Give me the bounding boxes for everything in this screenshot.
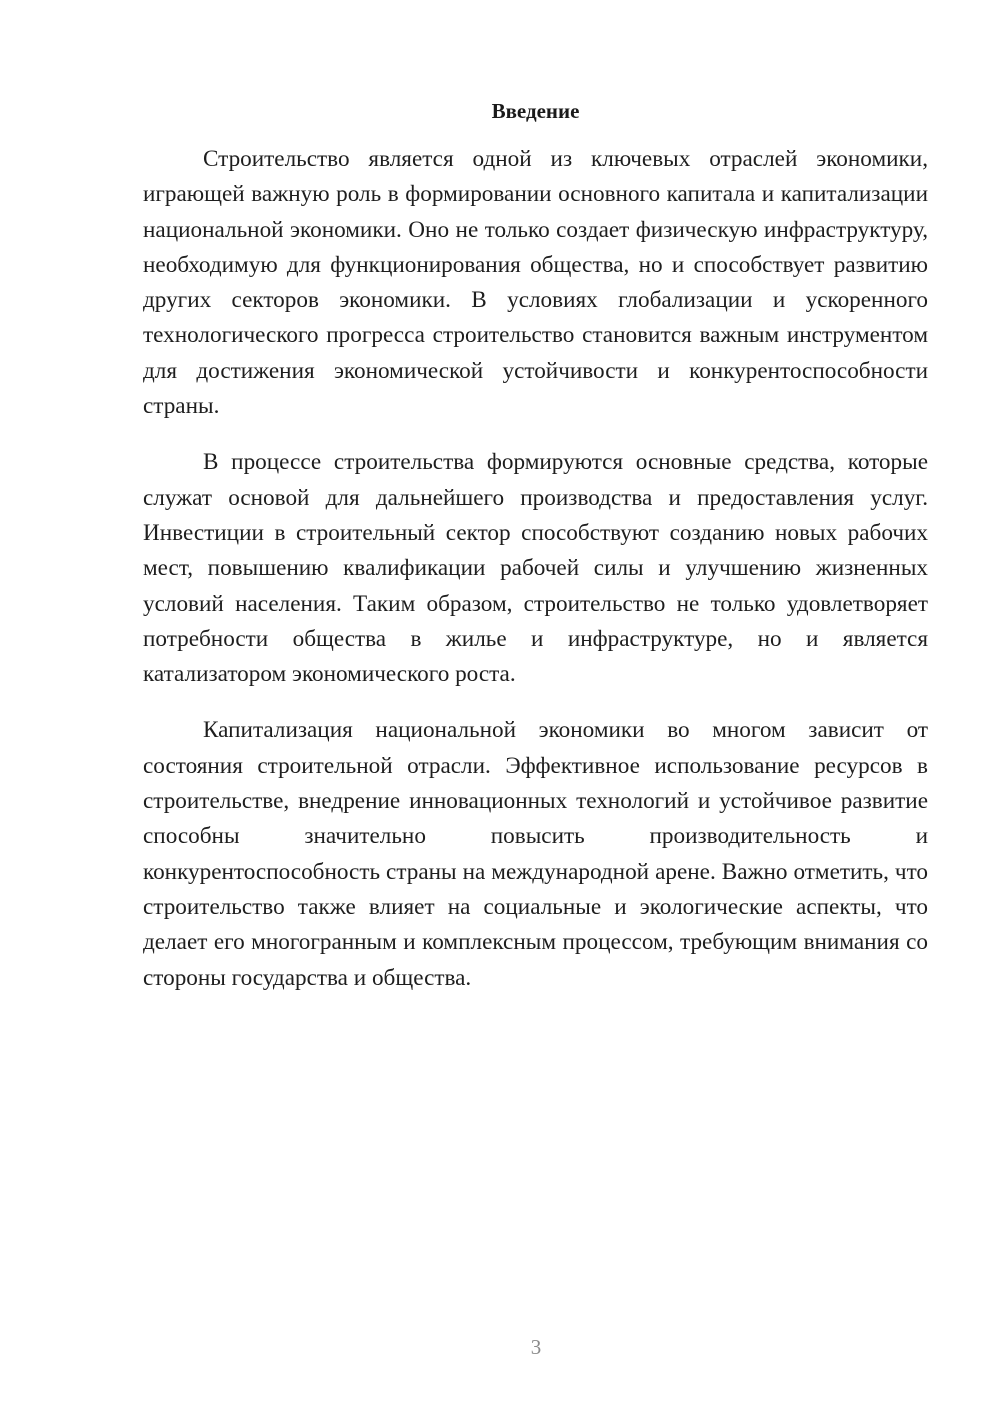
paragraph: Строительство является одной из ключевых отраслей экономики, играющей важную роль в формировании основного капитала и капитализации национальной экономики. Оно не только создает физическую инфраструктуру, необходимую для функционирования общества, но и способствует развитию других секторов экономики. В условиях глобализации и ускоренного технологического прогресса строительство становится важным инструментом для достижения экономической устойчивости и конкурентоспособности страны. — [143, 146, 928, 420]
section-heading: Введение — [491, 99, 580, 123]
paragraph: В процессе строительства формируются основные средства, которые служат основой для дальнейшего производства и предоставления услуг. Инвестиции в строительный сектор способствуют созданию новых рабочих мест, повышению квалификации рабочей силы и улучшению жизненных условий населения. Таким образом, строительство не только удовлетворяет потребности общества в жилье и инфраструктуре, но и является катализатором экономического роста. — [143, 449, 928, 688]
body-text — [143, 142, 928, 1017]
page-number: 3 — [530, 1335, 542, 1359]
paragraph: Капитализация национальной экономики во многом зависит от состояния строительной отрасли. Эффективное использование ресурсов в строительстве, внедрение инновационных технологий и устойчивое развитие способны значительно повысить производительность и конкурентоспособность страны на международной арене. Важно отметить, что строительство также влияет на социальные и экологические аспекты, что делает его многогранным и комплексным процессом, требующим внимания со стороны государства и общества. — [143, 717, 928, 991]
